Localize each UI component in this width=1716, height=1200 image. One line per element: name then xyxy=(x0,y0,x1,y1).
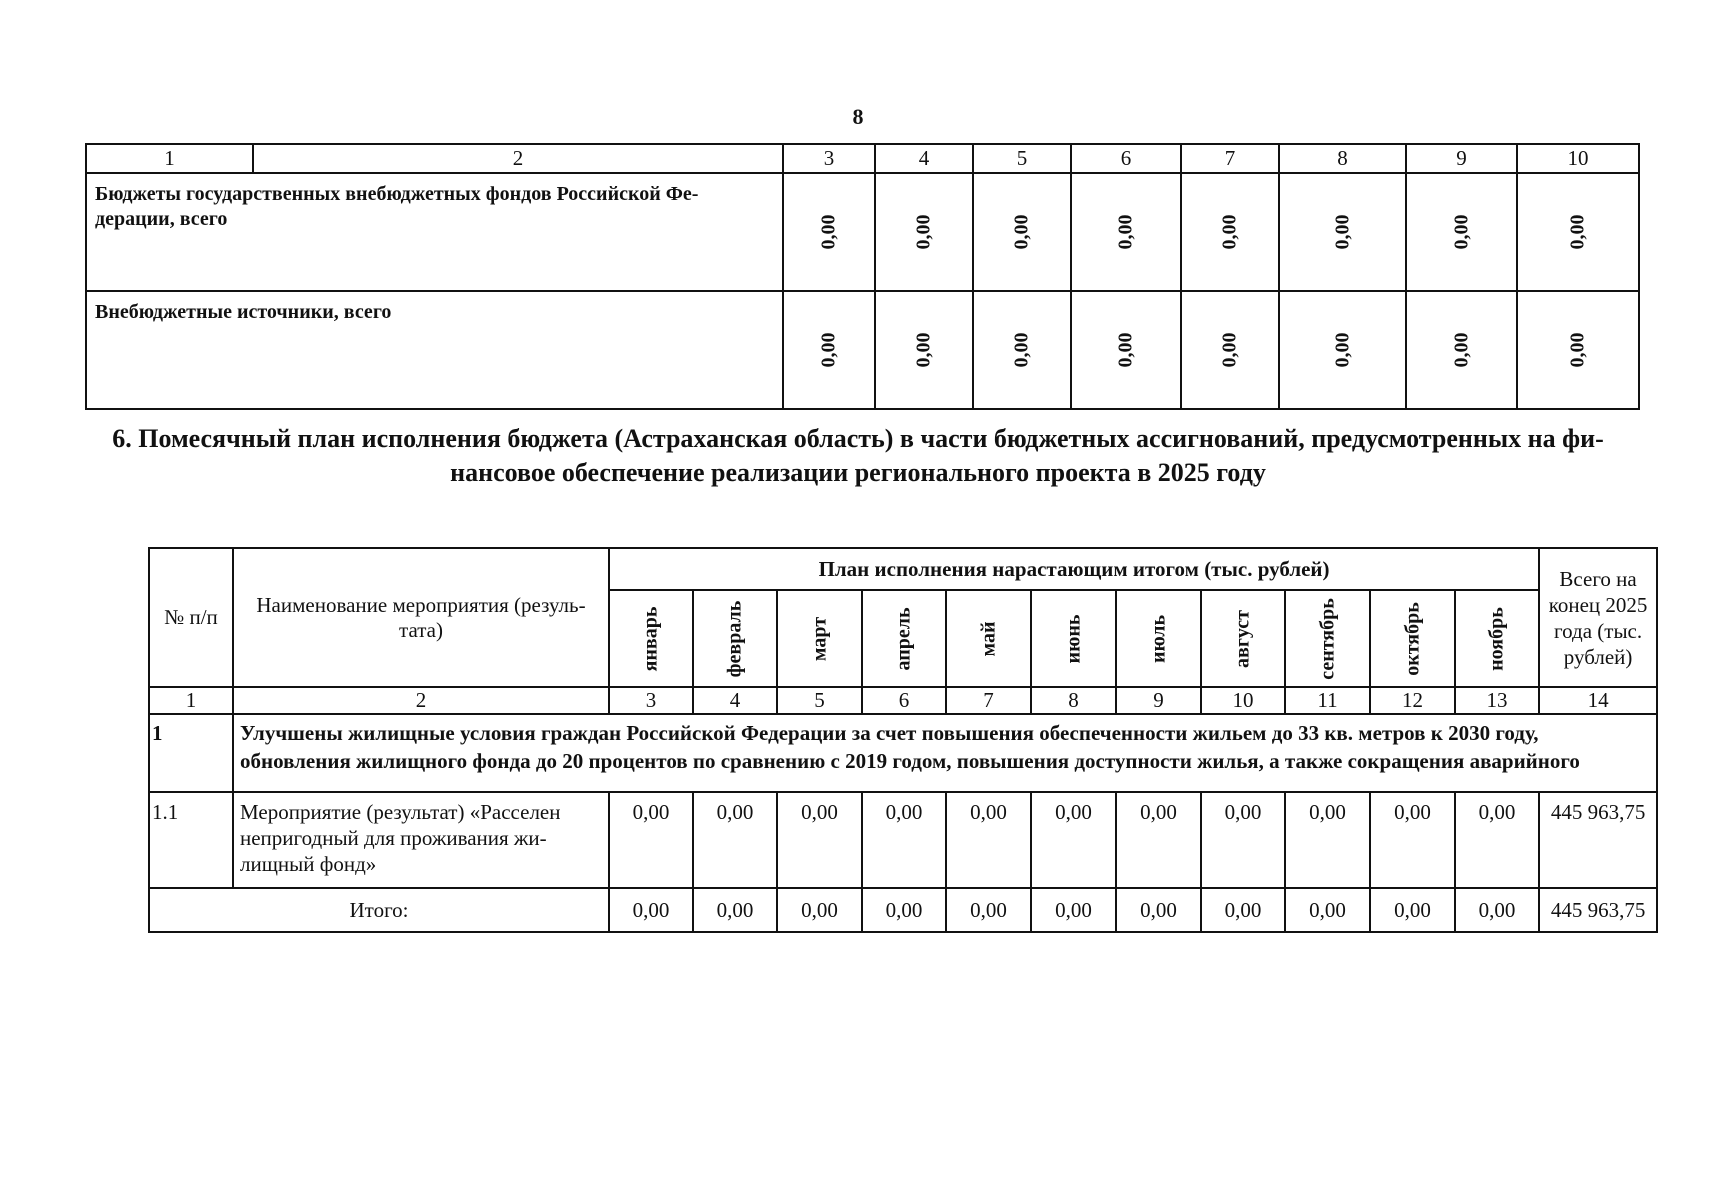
value-cell: 0,00 xyxy=(777,792,862,888)
value-cell: 0,00 xyxy=(1218,214,1241,250)
value-cell: 0,00 xyxy=(1010,332,1033,368)
value-cell: 0,00 xyxy=(1285,888,1370,932)
month-header: март xyxy=(808,616,830,661)
column-number: 10 xyxy=(1201,687,1285,714)
value-cell: 0,00 xyxy=(777,888,862,932)
column-number: 7 xyxy=(946,687,1031,714)
value-cell: 0,00 xyxy=(1114,214,1137,250)
value-cell: 0,00 xyxy=(1218,332,1241,368)
table-row xyxy=(86,173,1639,291)
table1-header-cell: 7 xyxy=(1181,144,1279,173)
table1-header-cell: 2 xyxy=(253,144,783,173)
month-header: сентябрь xyxy=(1316,597,1338,680)
value-cell: 0,00 xyxy=(1201,792,1285,888)
total-cell: 445 963,75 xyxy=(1539,888,1657,932)
column-number: 11 xyxy=(1285,687,1370,714)
column-number: 2 xyxy=(233,687,609,714)
column-number: 1 xyxy=(149,687,233,714)
value-cell: 0,00 xyxy=(1450,214,1472,250)
table-row xyxy=(149,792,1657,888)
value-cell: 0,00 xyxy=(1455,888,1539,932)
column-number: 14 xyxy=(1539,687,1657,714)
column-number: 9 xyxy=(1116,687,1201,714)
row-label: Бюджеты государственных внебюджетных фондов Российской Фе-деpации, всего xyxy=(86,173,783,291)
column-header-name: Наименование мероприятия (резуль-тата) xyxy=(233,548,609,687)
value-cell: 0,00 xyxy=(1116,888,1201,932)
value-cell: 0,00 xyxy=(1031,888,1116,932)
value-cell: 0,00 xyxy=(1450,332,1472,368)
monthly-plan-table xyxy=(148,547,1658,933)
result-text: Улучшены жилищные условия граждан Российской Федерации за счет повышения обеспеченности жильем до 33 кв. метров к 2030 году, обновления жилищного фонда до 20 процентов по сравнению с 2019 годом, повышения доступности жилья, а также сокращения аварийного xyxy=(233,714,1657,792)
result-row xyxy=(149,714,1657,792)
table1-header-cell: 3 xyxy=(783,144,875,173)
column-number: 6 xyxy=(862,687,946,714)
section-title xyxy=(100,422,1616,490)
value-cell: 0,00 xyxy=(1455,792,1539,888)
value-cell: 0,00 xyxy=(693,888,777,932)
value-cell: 0,00 xyxy=(912,214,935,250)
column-number: 8 xyxy=(1031,687,1116,714)
table1-header-cell: 4 xyxy=(875,144,973,173)
value-cell: 0,00 xyxy=(1331,214,1353,250)
event-number: 1.1 xyxy=(149,792,233,888)
table1-header-cell: 9 xyxy=(1406,144,1517,173)
row-label: Внебюджетные источники, всего xyxy=(86,291,783,409)
value-cell: 0,00 xyxy=(693,792,777,888)
column-header-plan: План исполнения нарастающим итогом (тыс. рублей) xyxy=(609,548,1539,590)
value-cell: 0,00 xyxy=(1566,214,1589,250)
value-cell: 0,00 xyxy=(817,332,840,368)
month-header: май xyxy=(977,620,999,657)
column-number: 3 xyxy=(609,687,693,714)
event-name: Мероприятие (результат) «Расселен непригодный для проживания жи-лищный фонд» xyxy=(233,792,609,888)
value-cell: 0,00 xyxy=(946,888,1031,932)
value-cell: 0,00 xyxy=(1566,332,1589,368)
funding-sources-table xyxy=(85,143,1640,410)
column-number: 13 xyxy=(1455,687,1539,714)
column-number: 12 xyxy=(1370,687,1455,714)
column-header-total: Всего на конец 2025 года (тыс. рублей) xyxy=(1539,548,1657,687)
value-cell: 0,00 xyxy=(862,888,946,932)
value-cell: 0,00 xyxy=(609,792,693,888)
table1-header-cell: 1 xyxy=(86,144,253,173)
month-header: февраль xyxy=(723,600,746,677)
value-cell: 0,00 xyxy=(862,792,946,888)
month-header: январь xyxy=(639,606,662,671)
value-cell: 0,00 xyxy=(609,888,693,932)
section-title-line: нансовое обеспечение реализации регионального проекта в 2025 году xyxy=(450,458,1266,487)
result-number: 1 xyxy=(149,714,233,792)
total-label: Итого: xyxy=(149,888,609,932)
value-cell: 0,00 xyxy=(1031,792,1116,888)
table1-header-cell: 5 xyxy=(973,144,1071,173)
column-number-row xyxy=(149,687,1657,714)
section-title-line: 6. Помесячный план исполнения бюджета (Астраханская область) в части бюджетных ассигнований, предусмотренных на фи- xyxy=(112,424,1604,453)
table1-header-cell: 6 xyxy=(1071,144,1181,173)
value-cell: 0,00 xyxy=(912,332,935,368)
value-cell: 0,00 xyxy=(1370,888,1455,932)
table1-header-row xyxy=(86,144,1639,173)
value-cell: 0,00 xyxy=(1370,792,1455,888)
month-header: апрель xyxy=(892,606,915,671)
table1-header-cell: 8 xyxy=(1279,144,1406,173)
table-row xyxy=(86,291,1639,409)
value-cell: 0,00 xyxy=(1331,332,1353,368)
value-cell: 0,00 xyxy=(817,214,840,250)
total-cell: 445 963,75 xyxy=(1539,792,1657,888)
column-header-no: № п/п xyxy=(149,548,233,687)
month-header: июль xyxy=(1147,614,1169,663)
month-header: ноябрь xyxy=(1485,606,1508,671)
value-cell: 0,00 xyxy=(1116,792,1201,888)
header-row xyxy=(149,548,1657,590)
value-cell: 0,00 xyxy=(1010,214,1033,250)
month-header: июнь xyxy=(1062,614,1084,663)
value-cell: 0,00 xyxy=(946,792,1031,888)
value-cell: 0,00 xyxy=(1201,888,1285,932)
column-number: 5 xyxy=(777,687,862,714)
column-number: 4 xyxy=(693,687,777,714)
total-row xyxy=(149,888,1657,932)
value-cell: 0,00 xyxy=(1285,792,1370,888)
value-cell: 0,00 xyxy=(1114,332,1137,368)
page-number: 8 xyxy=(852,104,864,129)
month-header: август xyxy=(1231,609,1254,668)
table1-header-cell: 10 xyxy=(1517,144,1639,173)
month-header: октябрь xyxy=(1401,601,1423,676)
